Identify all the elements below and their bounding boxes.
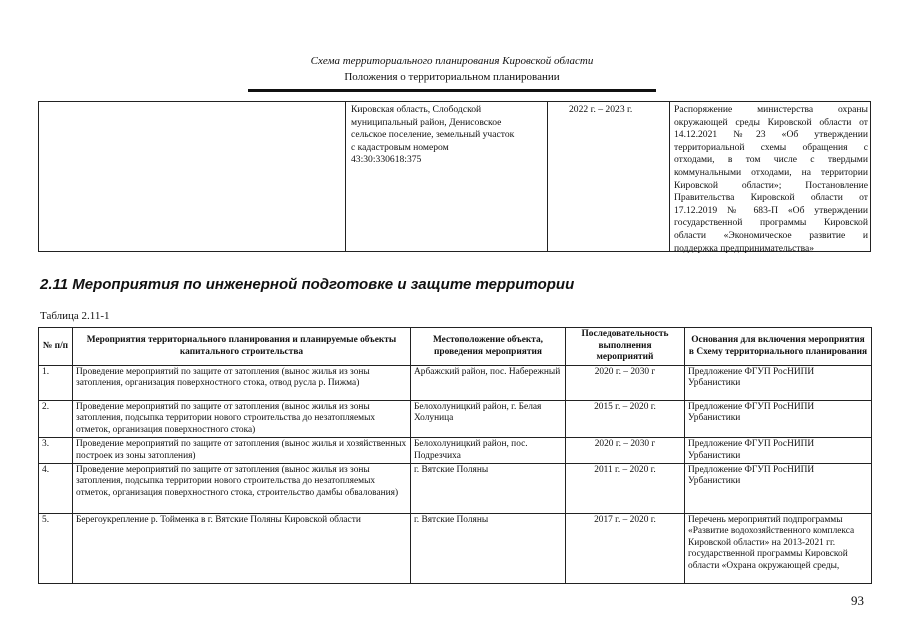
row-period: 2011 г. – 2020 г.	[566, 464, 685, 514]
header-basis: Основания для включения мероприятия в Схему территориального планирования	[685, 328, 872, 366]
row-number: 2.	[39, 401, 73, 438]
table-caption: Таблица 2.11-1	[40, 310, 110, 322]
table-header-row	[39, 328, 872, 366]
row-location: Белохолуницкий район, пос. Подрезчиха	[411, 438, 566, 464]
measures-table	[38, 327, 872, 584]
table-row	[39, 464, 872, 514]
page-number: 93	[851, 593, 864, 608]
row-location: г. Вятские Поляны	[411, 514, 566, 584]
document-subtitle: Положения о территориальном планировании	[344, 71, 560, 83]
row-measure: Проведение мероприятий по защите от затопления (вынос жилья из зоны затопления, организация поверхностного стока, отвод русла р. Пижма)	[73, 366, 411, 401]
table-row	[39, 514, 872, 584]
section-title: 2.11 Мероприятия по инженерной подготовке и защите территории	[40, 276, 575, 293]
row-basis: Предложение ФГУП РосНИПИ Урбанистики	[685, 464, 872, 514]
document-title: Схема территориального планирования Кировской области	[310, 55, 594, 67]
table-row	[39, 401, 872, 438]
header-period: Последовательность выполнения мероприятий	[566, 328, 685, 366]
row-number: 3.	[39, 438, 73, 464]
row-measure: Проведение мероприятий по защите от затопления (вынос жилья из зоны затопления, подсыпка территории нового строительства до незатопляемых отметок, организация поверхностного стока)	[73, 401, 411, 438]
column-divider	[345, 102, 346, 251]
header-location: Местоположение объекта, проведения мероприятия	[411, 328, 566, 366]
continuation-basis: Распоряжение министерства охраны окружающей среды Кировской области от 14.12.2021 №23 «Об утверждении территориальной схемы обращения с отходами, в том числе с твердыми коммунальными отходами, на территории Кировской области»; Постановление Правительства Кировской области от 17.12.2019 № 683-П «Об утверждении государственной программы Кировской области «Экономическое развитие и поддержка предпринимательства»	[674, 104, 868, 254]
table-row	[39, 438, 872, 464]
row-location: г. Вятские Поляны	[411, 464, 566, 514]
row-basis: Предложение ФГУП РосНИПИ Урбанистики	[685, 438, 872, 464]
header-measure: Мероприятия территориального планирования и планируемые объекты капитального строительства	[73, 328, 411, 366]
row-number: 4.	[39, 464, 73, 514]
continuation-table	[38, 101, 871, 252]
row-measure: Проведение мероприятий по защите от затопления (вынос жилья из зоны затопления, подсыпка территории нового строительства до незатопляемых отметок, организация поверхностного стока, строительство дамбы обвалования)	[73, 464, 411, 514]
row-location: Арбажский район, пос. Набережный	[411, 366, 566, 401]
column-divider	[669, 102, 670, 251]
continuation-location: Кировская область, Слободской муниципальный район, Денисовское сельское поселение, земельный участок с кадастровым номером 43:30:330618:375	[351, 104, 515, 166]
row-period: 2017 г. – 2020 г.	[566, 514, 685, 584]
row-basis: Перечень мероприятий подпрограммы «Развитие водохозяйственного комплекса Кировской области» на 2013-2021 гг. государственной программы Кировской области «Охрана окружающей среды,	[685, 514, 872, 584]
row-basis: Предложение ФГУП РосНИПИ Урбанистики	[685, 401, 872, 438]
row-number: 5.	[39, 514, 73, 584]
row-number: 1.	[39, 366, 73, 401]
table-row	[39, 366, 872, 401]
row-period: 2020 г. – 2030 г	[566, 366, 685, 401]
row-period: 2020 г. – 2030 г	[566, 438, 685, 464]
header-divider	[248, 89, 656, 92]
row-location: Белохолуницкий район, г. Белая Холуница	[411, 401, 566, 438]
row-basis: Предложение ФГУП РосНИПИ Урбанистики	[685, 366, 872, 401]
row-period: 2015 г. – 2020 г.	[566, 401, 685, 438]
continuation-period: 2022 г. – 2023 г.	[569, 104, 633, 115]
row-measure: Проведение мероприятий по защите от затопления (вынос жилья и хозяйственных построек из зоны затопления)	[73, 438, 411, 464]
row-measure: Берегоукрепление р. Тойменка в г. Вятские Поляны Кировской области	[73, 514, 411, 584]
header-number: № п/п	[39, 328, 73, 366]
column-divider	[547, 102, 548, 251]
